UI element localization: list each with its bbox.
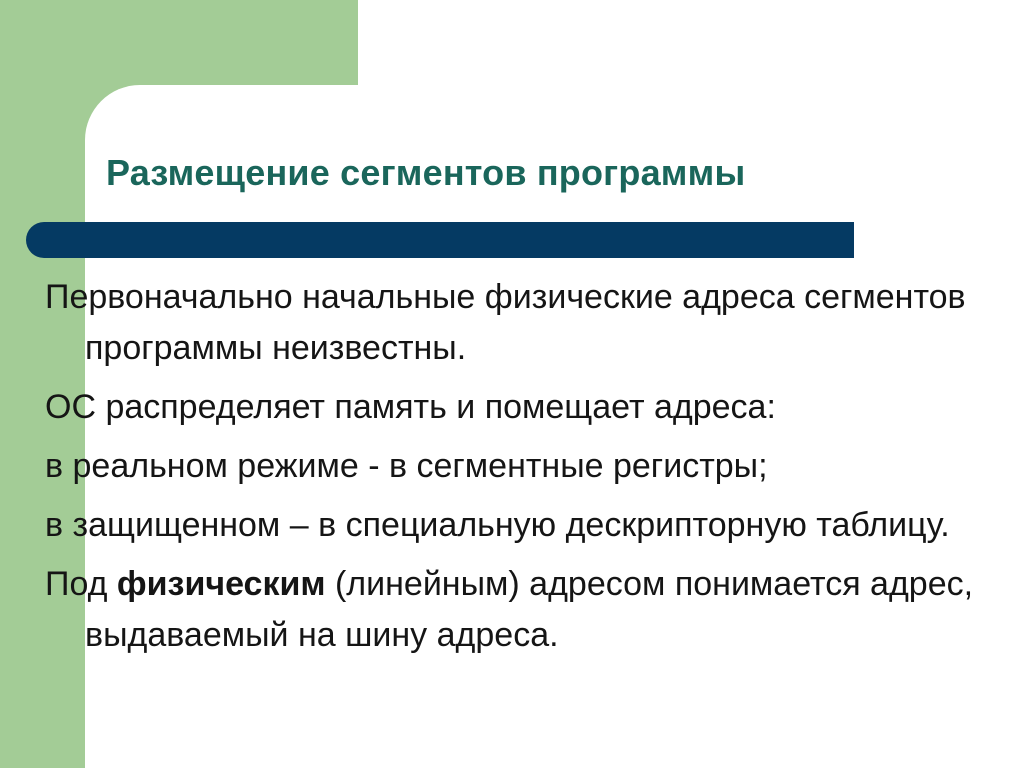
paragraph-physical-address: [45, 559, 1005, 661]
body-text: [45, 272, 1005, 669]
slide-title: Размещение сегментов программы: [106, 152, 746, 193]
paragraph-os-allocates: ОС распределяет память и помещает адреса:: [45, 388, 776, 426]
physical-address-suffix: (линейным) адресом понимается адрес, выдаваемый на шину адреса.: [85, 565, 974, 654]
physical-address-term: физическим: [116, 565, 326, 603]
paragraph-protected-mode: в защищенном – в специальную дескрипторную таблицу.: [45, 506, 950, 544]
paragraph-real-mode: в реальном режиме - в сегментные регистры;: [45, 447, 768, 485]
physical-address-prefix: Под: [45, 565, 117, 603]
title-underline-bar: [26, 222, 854, 258]
paragraph-initial-addresses: Первоначально начальные физические адреса сегментов программы неизвестны.: [45, 278, 966, 367]
